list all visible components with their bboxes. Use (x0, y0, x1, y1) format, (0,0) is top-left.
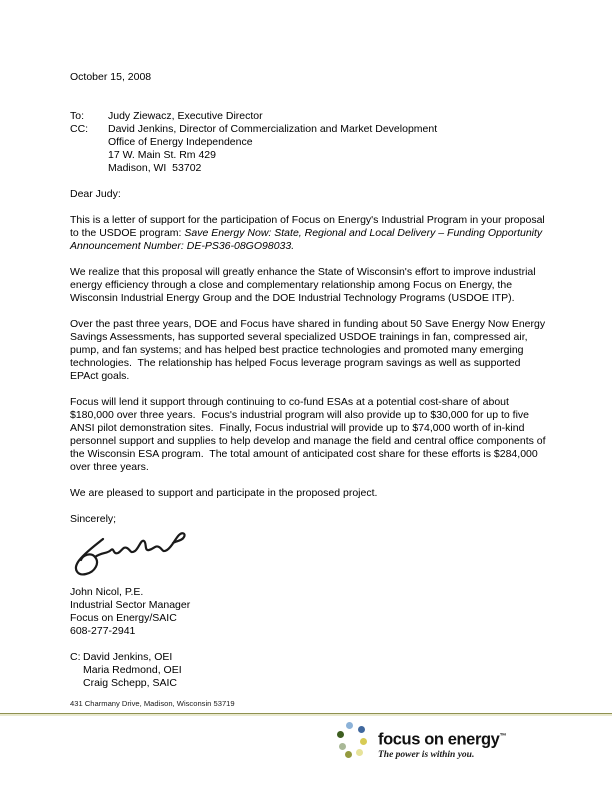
recipient-org: Office of Energy Independence (108, 136, 253, 148)
signer-phone: 608-277-2941 (70, 625, 136, 637)
logo-dot-darkgreen (337, 731, 344, 738)
signature-scribble (70, 530, 192, 578)
paragraph-3: Over the past three years, DOE and Focus have shared in funding about 50 Save Energy Now Energy Savings Assessments, has supported several specialized USDOE trainings in fan, compressed air, pump, and fan systems; and has helped best practice technologies and promoted many emerging technologies. The relationship has helped Focus leverage program savings as well as supported EPAct goals. (70, 318, 549, 382)
recipient-city: Madison, WI 53702 (108, 162, 202, 174)
recipient-label-blank (70, 149, 108, 162)
recipient-row (70, 162, 548, 175)
recipient-block (70, 110, 548, 175)
recipient-label-cc: CC: (70, 123, 89, 135)
cc-name: Craig Schepp, SAIC (83, 677, 177, 689)
logo-wordmark-text: focus on energy (378, 730, 500, 749)
logo-dot-sage (339, 743, 346, 750)
logo-dot-olive (345, 751, 352, 758)
cc-name: David Jenkins, OEI (83, 651, 173, 663)
date-line: October 15, 2008 (70, 71, 152, 83)
closing: Sincerely; (70, 513, 117, 525)
handwritten-signature (70, 530, 548, 582)
logo-dot-blue (358, 726, 365, 733)
recipient-row (70, 110, 548, 123)
paragraph-4: Focus will lend it support through continuing to co-fund ESAs at a potential cost-share of about $180,000 over three years. Focus's industrial program will also provide up to $30,000 for up to five ANSI pilot demonstration sites. Finally, Focus industrial will provide up to $74,000 worth of in-kind personnel support and supplies to help develop and manage the field and central office components of the Wisconsin ESA program. The total amount of anticipated cost share for these efforts is $284,000 over three years. (70, 396, 549, 473)
recipient-row (70, 149, 548, 162)
logo-dot-lightblue (346, 722, 353, 729)
recipient-label-to: To: (70, 110, 85, 122)
logo-dot-paleyellow (356, 749, 363, 756)
logo-wordmark (378, 728, 506, 749)
signer-block (70, 586, 548, 638)
signer-title: Industrial Sector Manager (70, 599, 191, 611)
signer-name: John Nicol, P.E. (70, 586, 144, 598)
trademark-symbol: ™ (499, 733, 507, 740)
recipient-label-blank (70, 162, 108, 175)
recipient-label-blank (70, 136, 108, 149)
focus-on-energy-logo (337, 722, 506, 764)
recipient-street: 17 W. Main St. Rm 429 (108, 149, 216, 161)
signer-org: Focus on Energy/SAIC (70, 612, 177, 624)
logo-tagline: The power is within you. (378, 749, 475, 760)
recipient-name: Judy Ziewacz, Executive Director (108, 110, 263, 122)
footer-rule (0, 713, 612, 716)
recipient-row (70, 123, 548, 136)
paragraph-1-program-title: Save Energy Now: State, Regional and Local Delivery – Funding Opportunity Announcement Number: DE-PS36-08GO98033. (70, 227, 545, 252)
paragraph-1-normal: This is a letter of support for the participation of Focus on Energy's Industrial Program in your proposal to the USDOE program: (70, 214, 548, 239)
letter-body (70, 71, 548, 690)
cc-label: C: (70, 651, 81, 663)
paragraph-5: We are pleased to support and participate in the proposed project. (70, 487, 378, 499)
logo-dot-yellow (360, 738, 367, 745)
logo-dots-icon (337, 722, 373, 764)
recipient-row (70, 136, 548, 149)
footer-address: 431 Charmany Drive, Madison, Wisconsin 53719 (70, 699, 235, 708)
cc-name: Maria Redmond, OEI (83, 664, 182, 676)
logo-text-block (378, 722, 506, 761)
paragraph-2: We realize that this proposal will greatly enhance the State of Wisconsin's effort to improve industrial energy efficiency through a close and complementary relationship among Focus on Energy, the Wisconsin Industrial Energy Group and the DOE Industrial Technology Programs (USDOE ITP). (70, 266, 539, 304)
salutation: Dear Judy: (70, 188, 121, 200)
paragraph-1 (70, 214, 548, 253)
cc-block (70, 651, 548, 690)
recipient-name: David Jenkins, Director of Commercialization and Market Development (108, 123, 438, 135)
cc-names (83, 651, 182, 690)
